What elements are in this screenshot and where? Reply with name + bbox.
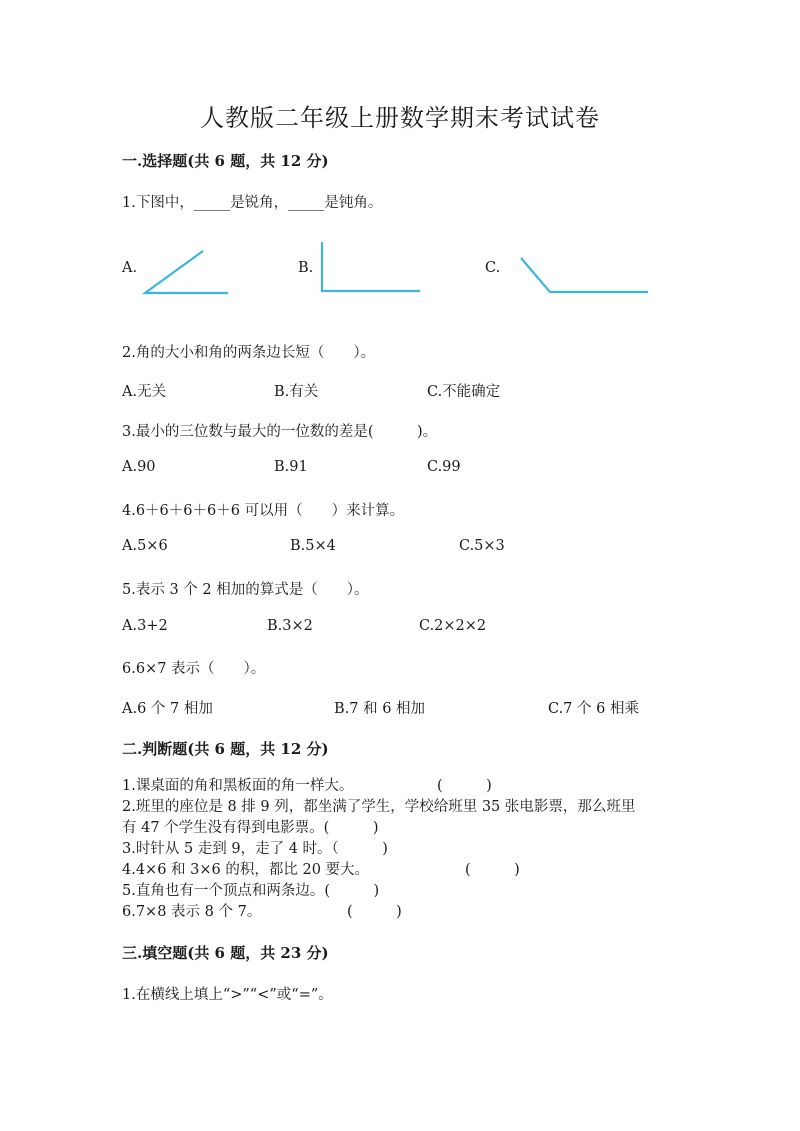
question-4-option-c: C.5×3 [459, 538, 505, 554]
question-6-option-c: C.7 个 6 相乘 [548, 701, 639, 717]
question-3-option-a: A.90 [122, 459, 156, 475]
question-4-option-a: A.5×6 [122, 538, 168, 554]
fill-question-1-stem: 1.在横线上填上“>”“<”或“=”。 [122, 987, 333, 1003]
section-heading-judgement: 二.判断题(共 6 题，共 12 分) [122, 740, 329, 758]
angle-figures [0, 0, 800, 330]
question-6-option-a: A.6 个 7 相加 [122, 701, 213, 717]
judgement-item-1: 1.课桌面的角和黑板面的角一样大。 [122, 778, 354, 794]
section-heading-choice: 一.选择题(共 6 题，共 12 分) [122, 152, 329, 170]
section-heading-fill-in: 三.填空题(共 6 题，共 23 分) [122, 944, 329, 962]
question-2-option-a: A.无关 [122, 384, 167, 400]
question-6-stem: 6.6×7 表示（ ）。 [122, 661, 266, 677]
question-5-option-b: B.3×2 [267, 618, 313, 634]
judgement-item-6: 6.7×8 表示 8 个 7。 [122, 904, 262, 920]
question-3-stem: 3.最小的三位数与最大的一位数的差是( )。 [122, 424, 438, 440]
judgement-item-5: 5.直角也有一个顶点和两条边。( ) [122, 883, 380, 899]
acute-angle-figure [145, 251, 228, 293]
judgement-item-2: 2.班里的座位是 8 排 9 列，都坐满了学生，学校给班里 35 张电影票，那么班里 [122, 799, 636, 815]
judgement-item-6-bracket: ( ) [347, 904, 402, 920]
right-angle-figure [322, 242, 420, 291]
question-1-stem: 1.下图中，_____是锐角，_____是钝角。 [122, 195, 383, 211]
judgement-item-4-bracket: ( ) [465, 862, 520, 878]
question-2-option-b: B.有关 [274, 384, 319, 400]
question-4-option-b: B.5×4 [290, 538, 336, 554]
question-1-option-c: C. [485, 260, 501, 276]
question-6-option-b: B.7 和 6 相加 [334, 701, 426, 717]
question-1-option-b: B. [298, 260, 314, 276]
obtuse-angle-figure [521, 258, 648, 292]
judgement-item-2-cont: 有 47 个学生没有得到电影票。( ) [122, 820, 379, 836]
question-3-option-b: B.91 [274, 459, 308, 475]
judgement-item-1-bracket: ( ) [437, 778, 492, 794]
question-4-stem: 4.6＋6＋6＋6＋6 可以用（ ）来计算。 [122, 503, 405, 519]
judgement-item-3: 3.时针从 5 走到 9，走了 4 时。（ ) [122, 841, 388, 857]
question-3-option-c: C.99 [427, 459, 461, 475]
question-5-option-c: C.2×2×2 [419, 618, 487, 634]
judgement-item-4: 4.4×6 和 3×6 的积，都比 20 要大。 [122, 862, 370, 878]
exam-title: 人教版二年级上册数学期末考试试卷 [200, 104, 600, 132]
question-2-option-c: C.不能确定 [427, 384, 501, 400]
question-5-stem: 5.表示 3 个 2 相加的算式是（ ）。 [122, 582, 369, 598]
question-5-option-a: A.3+2 [122, 618, 168, 634]
question-1-option-a: A. [122, 260, 138, 276]
question-2-stem: 2.角的大小和角的两条边长短（ ）。 [122, 345, 376, 361]
